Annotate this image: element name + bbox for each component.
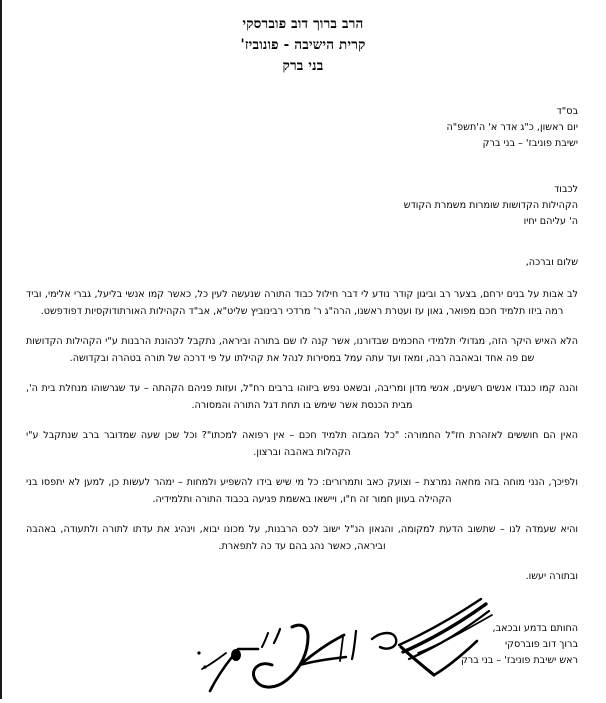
signature-zone (0, 585, 606, 703)
signer-title: ראש ישיבת פוניבז' – בני ברק (460, 655, 578, 666)
handwritten-signature-icon (196, 583, 496, 703)
body-paragraph: לב אבות על בנים ירחם, בצער רב וביגון קודר נודע לי דבר חילול כבוד התורה שנעשה לעין כל, כאשר קמו אנשי בליעל, גברי אלימי, וביד רמה ביזו תלמיד חכם מפואר, גאון עז ועטרת ראשנו, הרה"ג ר' מרדכי רבינוביץ שליט"א, אב"ד הקהילות האורתודוקסיות דפודפשט. (26, 289, 578, 317)
date-block (0, 120, 606, 152)
letterhead-city: בני ברק (282, 58, 324, 74)
addressee-line-1: הקהילות הקדושות שומרות משמרת הקודש (403, 200, 578, 211)
closing-blessing (0, 569, 606, 585)
letterhead (0, 0, 606, 77)
signed-label: החותם בדמע ובכאב, (492, 623, 578, 634)
place-line: ישיבת פוניבז' – בני ברק (482, 138, 578, 149)
hebrew-date: יום ראשון, כ"ג אדר א' ה'תשפ"ה (446, 122, 578, 133)
letter-body (0, 287, 606, 555)
bsd-block (0, 104, 606, 120)
body-paragraph: הלא האיש היקר הזה, מגדולי תלמידי החכמים שבדורנו, אשר קנה לו שם בתורה וביראה, נתקבל לכהונת הרבנות ע"י הקהילות הקדושות שם פה אחד ובאהבה רבה, ומאז ועד עתה עמל במסירות לנהל את קהילתו על פי דרכה של תורה בטהרה ובקדושה. (26, 336, 578, 364)
greeting-text: שלום וברכה, (525, 257, 578, 268)
letterhead-institution: קרית הישיבה - פונוביז' (240, 37, 366, 53)
body-paragraph: האין הם חוששים לאזהרת חז"ל החמורה: "כל המבזה תלמיד חכם – אין רפואה למכתו"? וכל שכן שעה שמדובר ברב שנתקבל ע"י הקהלות באהבה וברצון. (26, 430, 578, 458)
signer-name: ברוך דוב פוברסקי (505, 639, 578, 650)
addressee-label: לכבוד (554, 184, 578, 195)
body-paragraph: והנה קמו כנגדו אנשים רשעים, אנשי מדון ומריבה, ובשאט נפש ביזוהו ברבים רח"ל, ועזות פניהם הקהתה – עד שגרשוהו מנחלת בית ה', מבית הכנסת אשר שימש בו תחת דגל התורה והמסורה. (26, 383, 578, 411)
signature-block (461, 621, 578, 669)
addressee-block (0, 182, 606, 230)
bsd-text: בס"ד (556, 106, 578, 117)
body-paragraph: ולפיכך, הנני מוחה בזה מחאה נמרצת – וצועק כאב ותמרורים: כל מי שיש בידו להשפיע ולמחות – ימהר לעשות כן, למען לא יתפסו בני הקהילה בעוון חמור זה ח"ו, ויישאו באשמת פגיעה בכבוד התורה ותלמידיה. (26, 477, 578, 505)
letterhead-rabbi-name: הרב ברוך דוב פוברסקי (242, 16, 364, 32)
greeting-block (0, 255, 606, 271)
addressee-line-2: ה' עליהם יחיו (523, 216, 578, 227)
closing-blessing-text: ובתורה יעשו. (525, 571, 578, 582)
body-paragraph: והיא שעמדה לנו – שתשוב הדעת למקומה, והגאון הנ"ל ישוב לכס הרבנות, על מכונו יבוא, וינהיג את עדתו לתורה ולתעודה, באהבה וביראה, כאשר נהג בהם עד כה לתפארת. (26, 524, 578, 552)
